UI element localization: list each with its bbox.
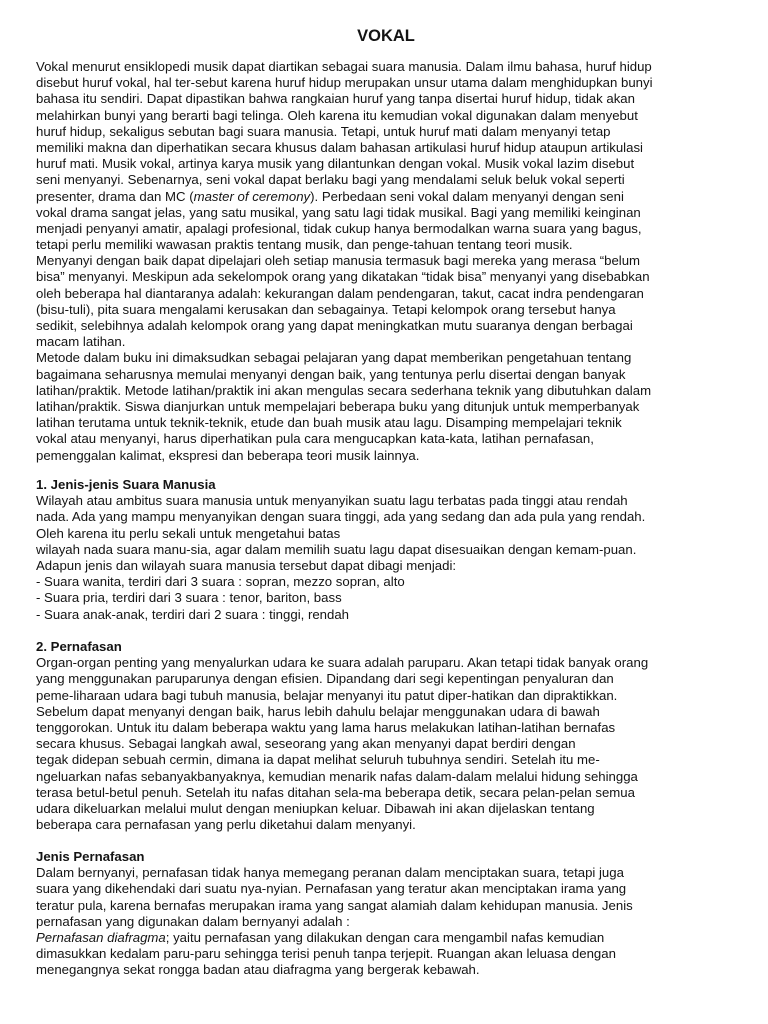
section-heading: Jenis Pernafasan bbox=[36, 849, 145, 864]
text-line: tenggorokan. Untuk itu dalam beberapa waktu yang lama harus melakukan latihan-latihan bernafas bbox=[36, 719, 616, 735]
text-line: Wilayah atau ambitus suara manusia untuk menyanyikan suatu lagu terbatas pada tinggi atau rendah bbox=[36, 493, 628, 509]
text-line: wilayah nada suara manu-sia, agar dalam memilih suatu lagu dapat disesuaikan dengan kemam-puan. bbox=[36, 541, 637, 557]
text-line: (bisu-tuli), pita suara mengalami kerusakan dan sebagainya. Tetapi kelompok orang tersebut hanya bbox=[36, 301, 616, 317]
section-heading: 2. Pernafasan bbox=[36, 639, 122, 654]
intro-paragraphs bbox=[36, 59, 736, 464]
text-line: nada. Ada yang mampu menyanyikan dengan suara tinggi, ada yang sedang dan ada pula yang rendah. bbox=[36, 509, 646, 525]
text-line: peme-liharaan udara bagi tubuh manusia, belajar menyanyi itu patut diper-hatikan dan dipraktikkan. bbox=[36, 687, 618, 703]
list-item: - Suara pria, terdiri dari 3 suara : tenor, bariton, bass bbox=[36, 590, 342, 606]
text-line: pernafasan yang digunakan dalam bernyanyi adalah : bbox=[36, 913, 350, 929]
text-line: latihan terutama untuk teknik-teknik, etude dan buah musik atau lagu. Disamping mempelajari teknik bbox=[36, 415, 622, 431]
text-line: latihan/praktik. Siswa dianjurkan untuk mempelajari beberapa buku yang ditunjuk untuk memperbanyak bbox=[36, 398, 640, 414]
text-line: udara dikeluarkan melalui mulut dengan meniupkan keluar. Dibawah ini akan dijelaskan tentang bbox=[36, 800, 595, 816]
text-line: yang menggunakan paruparunya dengan efisien. Dipandang dari segi kepentingan penyaluran dan bbox=[36, 671, 614, 687]
text-line: tetapi perlu memiliki wawasan praktis tentang musik, dan penge-tahuan tentang teori musik. bbox=[36, 237, 573, 253]
text-line: teratur pula, karena bernafas merupakan irama yang sangat alamiah dalam kehidupan manusia. Jenis bbox=[36, 897, 633, 913]
text-line: pemenggalan kalimat, ekspresi dan beberapa teori musik lainnya. bbox=[36, 447, 420, 463]
italic-term: master of ceremony bbox=[193, 188, 311, 204]
text-line: latihan/praktik. Metode latihan/praktik ini akan mengulas secara sederhana teknik yang dibutuhkan dalam bbox=[36, 382, 652, 398]
text-span: ). Perbedaan seni vokal dalam menyanyi dengan seni bbox=[310, 188, 624, 204]
text-line: disebut huruf vokal, hal ter-sebut karena huruf hidup merupakan unsur utama dalam menghidupkan bunyi bbox=[36, 75, 653, 91]
section-pernafasan bbox=[36, 639, 736, 833]
list-item: - Suara wanita, terdiri dari 3 suara : sopran, mezzo sopran, alto bbox=[36, 574, 405, 590]
text-line: beberapa cara pernafasan yang perlu diketahui dalam menyanyi. bbox=[36, 817, 416, 833]
text-line: bahasa itu sendiri. Dapat dipastikan bahwa rangkaian huruf yang tanpa disertai huruf hidup, tidak akan bbox=[36, 91, 635, 107]
text-line: memiliki makna dan diperhatikan secara khusus dalam bahasan artikulasi huruf hidup ataupun artikulasi bbox=[36, 139, 643, 155]
text-line: ngeluarkan nafas sebanyakbanyaknya, kemudian menarik nafas dalam-dalam melalui hidung sehingga bbox=[36, 768, 638, 784]
text-line: sedikit, selebihnya adalah kelompok orang yang dapat meningkatkan mutu suaranya dengan berbagai bbox=[36, 318, 633, 333]
text-line: Adapun jenis dan wilayah suara manusia tersebut dapat dibagi menjadi: bbox=[36, 557, 457, 573]
list-item: - Suara anak-anak, terdiri dari 2 suara : tinggi, rendah bbox=[36, 606, 350, 622]
text-line: suara yang dikehendaki dari suatu nya-nyian. Pernafasan yang teratur akan menciptakan irama yang bbox=[36, 881, 627, 897]
section-jenis-suara bbox=[36, 477, 736, 623]
italic-term: Pernafasan diafragma bbox=[36, 929, 166, 945]
text-span: presenter, drama dan MC ( bbox=[36, 188, 194, 204]
text-line: vokal atau menyanyi, harus diperhatikan pula cara mengucapkan kata-kata, latihan pernafasan, bbox=[36, 431, 594, 447]
text-line bbox=[36, 189, 736, 205]
text-line: Organ-organ penting yang menyalurkan udara ke suara adalah paruparu. Akan tetapi tidak banyak orang bbox=[36, 655, 649, 671]
text-line: bisa” menyanyi. Meskipun ada sekelompok orang yang dikatakan “tidak bisa” menyanyi yang disebabkan bbox=[36, 269, 650, 285]
text-line: menegangnya sekat rongga badan atau diafragma yang bergerak kebawah. bbox=[36, 962, 480, 978]
text-line: Dalam bernyanyi, pernafasan tidak hanya memegang peranan dalam menciptakan suara, tetapi juga bbox=[36, 865, 624, 881]
text-line: Oleh karena itu perlu sekali untuk mengetahui batas bbox=[36, 525, 341, 541]
text-line: oleh beberapa hal diantaranya adalah: kekurangan dalam pendengaran, takut, cacat indra pendengaran bbox=[36, 285, 644, 301]
text-line: seni menyanyi. Sebenarnya, seni vokal dapat berlaku bagi yang mendalami seluk beluk vokal seperti bbox=[36, 172, 625, 188]
text-line: secara khusus. Sebagai langkah awal, seseorang yang akan menyanyi dapat berdiri dengan bbox=[36, 736, 576, 752]
text-line: melahirkan bunyi yang berarti bagi telinga. Oleh karena itu kemudian vokal digunakan dalam menyebut bbox=[36, 107, 638, 123]
text-line bbox=[36, 930, 736, 946]
text-line: Metode dalam buku ini dimaksudkan sebagai pelajaran yang dapat memberikan pengetahuan tentang bbox=[36, 350, 632, 366]
text-line: vokal drama sangat jelas, yang satu musikal, yang satu lagi tidak musikal. Bagi yang memiliki keinginan bbox=[36, 204, 641, 220]
text-line: bagaimana seharusnya memulai menyanyi dengan baik, yang tentunya perlu disertai dengan banyak bbox=[36, 366, 626, 382]
text-span: ; yaitu pernafasan yang dilakukan dengan cara mengambil nafas kemudian bbox=[165, 929, 605, 945]
text-line: huruf mati. Musik vokal, artinya karya musik yang dilantunkan dengan vokal. Musik vokal lazim disebut bbox=[36, 156, 635, 172]
text-line: tegak didepan sebuah cermin, dimana ia dapat melihat seluruh tubuhnya sendiri. Setelah itu me- bbox=[36, 752, 600, 768]
text-line: macam latihan. bbox=[36, 334, 126, 350]
text-line: menjadi penyanyi amatir, apalagi profesional, tidak cukup hanya bermodalkan warna suara yang bagus, bbox=[36, 220, 642, 236]
text-line: Sebelum dapat menyanyi dengan baik, harus lebih dahulu belajar menggunakan udara di bawah bbox=[36, 703, 600, 719]
document-title: VOKAL bbox=[357, 27, 415, 45]
section-heading: 1. Jenis-jenis Suara Manusia bbox=[36, 477, 216, 492]
text-line: terasa betul-betul penuh. Setelah itu nafas ditahan sela-ma beberapa detik, secara pelan-pelan semua bbox=[36, 784, 635, 800]
text-line: dimasukkan kedalam paru-paru sehingga terisi penuh tanpa terjepit. Ruangan akan leluasa dengan bbox=[36, 946, 616, 962]
text-line: huruf hidup, sekaligus sebutan bagi suara manusia. Tetapi, untuk huruf mati dalam menyanyi tetap bbox=[36, 123, 611, 139]
section-jenis-pernafasan bbox=[36, 849, 736, 979]
text-line: Menyanyi dengan baik dapat dipelajari oleh setiap manusia termasuk bagi mereka yang merasa “belum bbox=[36, 253, 641, 269]
text-line: Vokal menurut ensiklopedi musik dapat diartikan sebagai suara manusia. Dalam ilmu bahasa, huruf hidup bbox=[36, 59, 652, 74]
